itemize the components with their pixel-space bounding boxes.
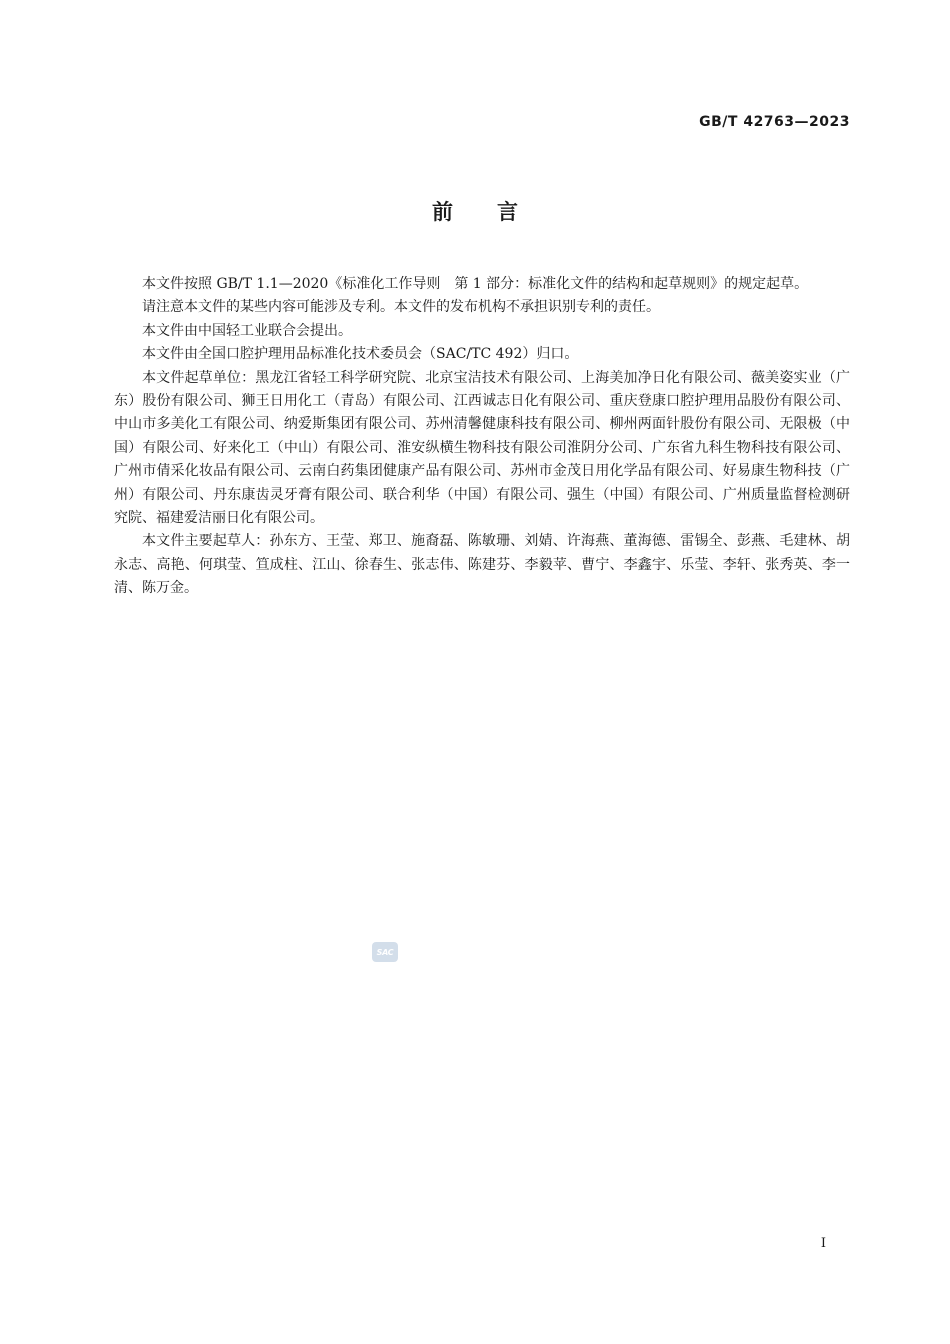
page-number: I — [820, 1236, 826, 1251]
paragraph-proposer: 本文件由中国轻工业联合会提出。 — [142, 322, 352, 339]
paragraph-drafting-organizations: 本文件起草单位：黑龙江省轻工科学研究院、北京宝洁技术有限公司、上海美加净日化有限公司、薇美姿实业（广东）股份有限公司、狮王日用化工（青岛）有限公司、江西诚志日化有限公司、重庆登康口腔护理用品股份有限公司、中山市多美化工有限公司、纳爱斯集团有限公司、苏州清馨健康科技有限公司、柳州两面针股份有限公司、无限极（中国）有限公司、好来化工（中山）有限公司、淮安纵横生物科技有限公司淮阴分公司、广东省九科生物科技有限公司、广州市倩采化妆品有限公司、云南白药集团健康产品有限公司、苏州市金茂日用化学品有限公司、好易康生物科技（广州）有限公司、丹东康齿灵牙膏有限公司、联合利华（中国）有限公司、强生（中国）有限公司、广州质量监督检测研究院、福建爱洁丽日化有限公司。 — [114, 369, 850, 527]
paragraph-centralizing-body: 本文件由全国口腔护理用品标准化技术委员会（SAC/TC 492）归口。 — [142, 346, 579, 363]
standard-number: GB/T 42763—2023 — [699, 114, 850, 130]
sac-watermark-logo — [372, 942, 398, 962]
paragraph-main-drafters: 本文件主要起草人：孙东方、王莹、郑卫、施裔磊、陈敏珊、刘婧、许海燕、董海德、雷锡全、彭燕、毛建林、胡永志、高艳、何琪莹、笪成柱、江山、徐春生、张志伟、陈建芬、李毅苹、曹宁、李鑫宇、乐莹、李轩、张秀英、李一清、陈万金。 — [114, 533, 850, 597]
paragraph-patent-notice: 请注意本文件的某些内容可能涉及专利。本文件的发布机构不承担识别专利的责任。 — [142, 299, 660, 316]
paragraph-drafting-rules: 本文件按照 GB/T 1.1—2020《标准化工作导则 第 1 部分：标准化文件的结构和起草规则》的规定起草。 — [142, 276, 809, 292]
page-title: 前言 — [432, 200, 562, 224]
foreword-body — [114, 273, 850, 601]
sac-watermark-text: SAC — [376, 947, 394, 957]
